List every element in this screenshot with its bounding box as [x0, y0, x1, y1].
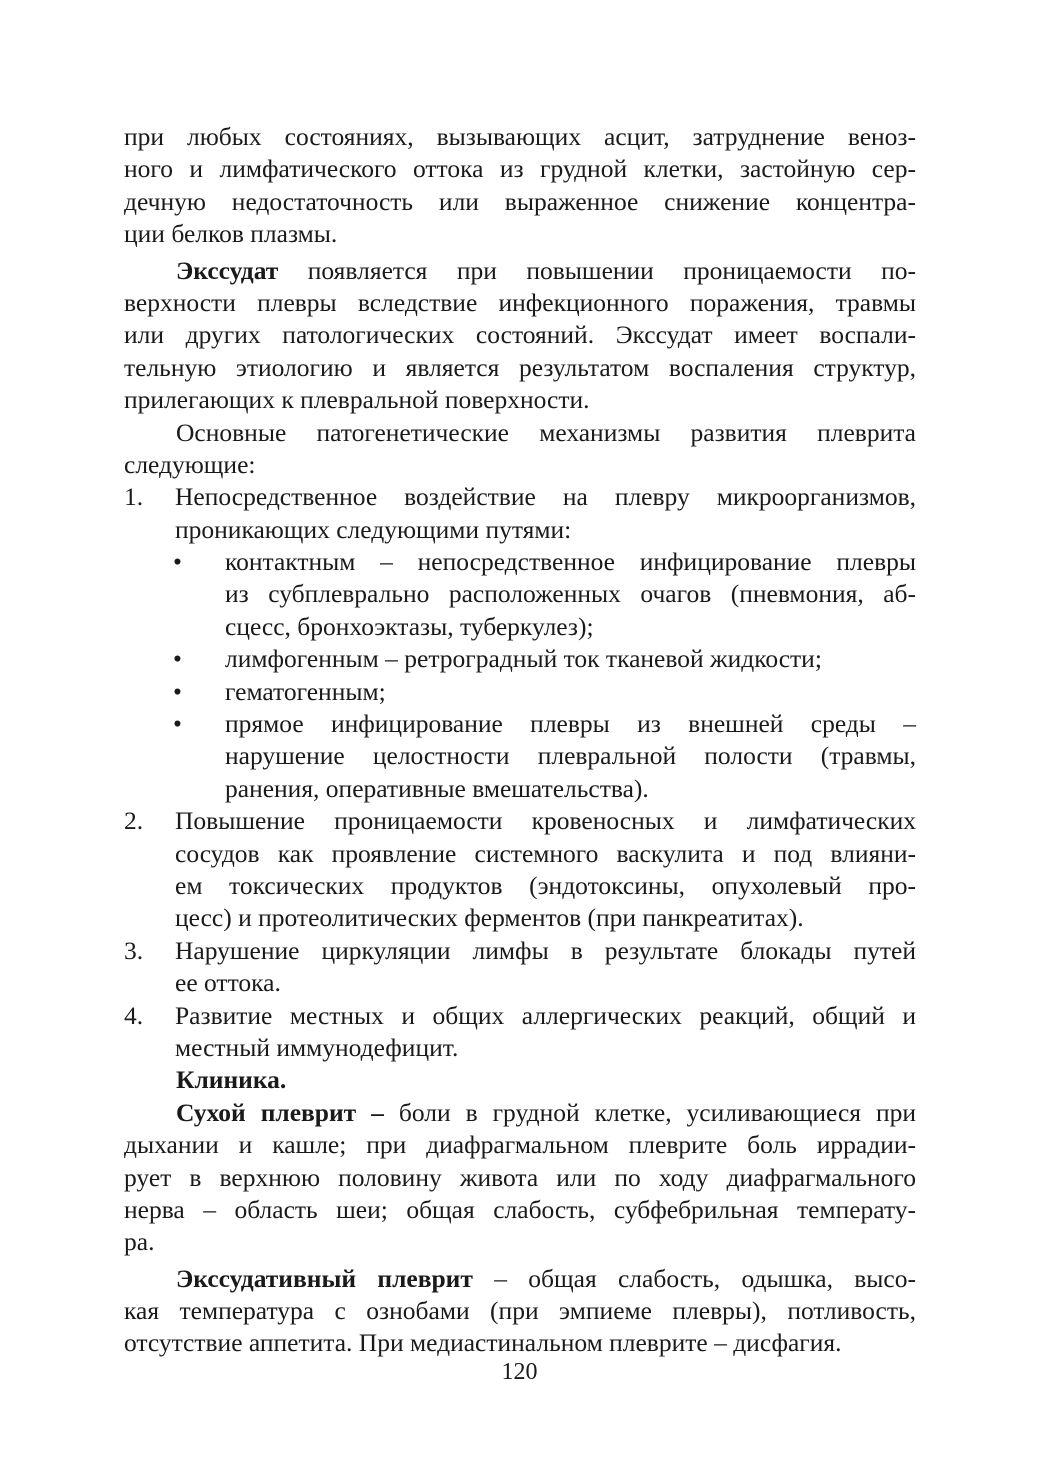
text-line: или других патологических состояний. Экссудат имеет воспали-	[124, 320, 916, 350]
paragraph-mechanisms-intro	[124, 417, 916, 482]
text-line: ее оттока.	[175, 968, 281, 998]
text-line: нарушение целостности плевральной полости (травмы,	[225, 741, 916, 771]
section-heading-clinic	[124, 1064, 916, 1096]
text-line: 3. Нарушение циркуляции лимфы в результате блокады путей	[124, 935, 916, 967]
text-line: Экссудат появляется при повышении проницаемости по-	[176, 255, 916, 285]
text-line: • лимфогенным – ретроградный ток тканевой жидкости;	[124, 643, 916, 675]
bullet-list	[124, 546, 916, 805]
bullet-item	[124, 546, 916, 643]
text-line: ции белков плазмы.	[124, 219, 338, 249]
numbered-list	[124, 481, 916, 1064]
text-line: 1. Непосредственное воздействие на плевру микроорганизмов,	[124, 481, 916, 513]
paragraph-exudate	[124, 255, 916, 417]
bullet-marker: •	[173, 676, 182, 706]
list-marker: 1.	[124, 482, 144, 512]
text-line: Основные патогенетические механизмы развития плеврита	[176, 417, 916, 447]
heading-line: Клиника.	[176, 1065, 287, 1095]
text-line: рует в верхнюю половину живота или по ходу диафрагмального	[124, 1162, 916, 1192]
page-number: 120	[501, 1359, 538, 1385]
bullet-marker: •	[173, 644, 182, 674]
bullet-item	[124, 676, 916, 708]
text-line: отсутствие аппетита. При медиастинальном плеврите – дисфагия.	[124, 1328, 842, 1358]
bullet-marker: •	[173, 547, 182, 577]
term-exudative-pleurisy: Экссудативный плеврит	[176, 1263, 473, 1293]
text-line: при любых состояниях, вызывающих асцит, затруднение веноз-	[124, 122, 916, 151]
text-line: следующие:	[124, 449, 256, 479]
text-line: 4. Развитие местных и общих аллергических реакций, общий и	[124, 1000, 916, 1032]
text-line: ного и лимфатического оттока из грудной клетки, застойную сер-	[124, 154, 916, 184]
list-item-2	[124, 805, 916, 935]
text-line: • прямое инфицирование плевры из внешней среды –	[124, 708, 916, 740]
text-line: дечную недостаточность или выраженное снижение концентра-	[124, 186, 916, 216]
list-marker: 2.	[124, 806, 144, 836]
paragraph-exudative-pleurisy	[124, 1263, 916, 1360]
text-line: прилегающих к плевральной поверхности.	[124, 385, 590, 415]
list-item-4	[124, 1000, 916, 1065]
text-line: сосудов как проявление системного васкулита и под влияни-	[175, 838, 916, 868]
text-line: тельную этиологию и является результатом воспаления структур,	[124, 352, 916, 382]
list-item-3	[124, 935, 916, 1000]
text-line: • гематогенным;	[124, 676, 916, 708]
list-item-1	[124, 481, 916, 805]
text-line: кая температура с ознобами (при эмпиеме плевры), потливость,	[124, 1296, 916, 1326]
page-body	[124, 121, 916, 1360]
bullet-marker: •	[173, 709, 182, 739]
text-line: местный иммунодефицит.	[175, 1032, 459, 1062]
text-line: сцесс, бронхоэктазы, туберкулез);	[225, 611, 594, 641]
text-line: из субплеврально расположенных очагов (пневмония, аб-	[225, 579, 916, 609]
bullet-item	[124, 643, 916, 675]
text-line: верхности плевры вследствие инфекционного поражения, травмы	[124, 287, 916, 317]
term-exudate: Экссудат	[176, 255, 279, 285]
term-dry-pleurisy: Сухой плеврит –	[176, 1097, 384, 1127]
text-line: ем токсических продуктов (эндотоксины, опухолевый про-	[175, 870, 916, 900]
text-line: • контактным – непосредственное инфицирование плевры	[124, 546, 916, 578]
paragraph-transudate-end	[124, 121, 916, 251]
text-line: Экссудативный плеврит – общая слабость, одышка, высо-	[176, 1263, 916, 1293]
text-line: цесс) и протеолитических ферментов (при панкреатитах).	[175, 903, 804, 933]
text-line: нерва – область шеи; общая слабость, субфебрильная температу-	[124, 1194, 916, 1224]
bullet-item	[124, 708, 916, 805]
text-line: дыхании и кашле; при диафрагмальном плеврите боль иррадии-	[124, 1130, 916, 1160]
paragraph-dry-pleurisy	[124, 1097, 916, 1259]
text-line: 2. Повышение проницаемости кровеносных и лимфатических	[124, 805, 916, 837]
text-line: ранения, оперативные вмешательства).	[225, 773, 649, 803]
text-line: ра.	[124, 1227, 155, 1257]
list-marker: 4.	[124, 1000, 144, 1030]
text-line: Сухой плеврит – боли в грудной клетке, усиливающиеся при	[176, 1097, 916, 1127]
text-line: проникающих следующими путями:	[175, 514, 572, 544]
list-marker: 3.	[124, 935, 144, 965]
